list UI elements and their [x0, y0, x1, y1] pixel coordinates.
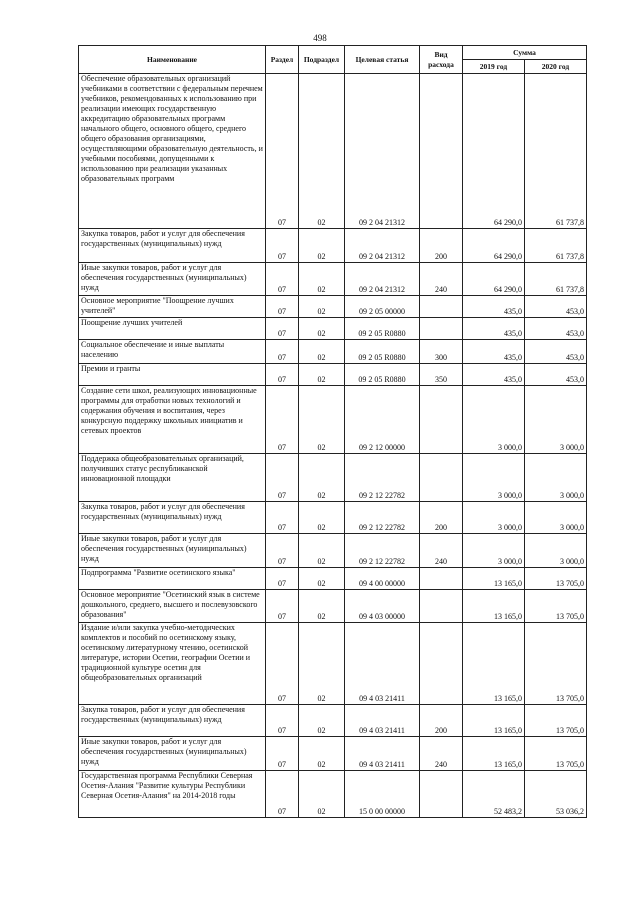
row-subsection: 02 [299, 229, 345, 263]
row-subsection: 02 [299, 534, 345, 568]
table-row [79, 263, 587, 296]
header-subsection: Подраздел [299, 46, 345, 74]
row-name: Поощрение лучших учителей [79, 318, 266, 340]
row-name: Поддержка общеобразовательных организаций, получивших статус республиканской инновационной площадки [79, 454, 266, 502]
header-target: Целевая статья [345, 46, 420, 74]
row-amount-2019: 3 000,0 [463, 454, 525, 502]
row-name: Иные закупки товаров, работ и услуг для обеспечения государственных (муниципальных) нужд [79, 263, 266, 296]
row-section: 07 [266, 590, 299, 623]
header-section: Раздел [266, 46, 299, 74]
table-row [79, 534, 587, 568]
row-subsection: 02 [299, 502, 345, 534]
row-target: 09 4 03 00000 [345, 590, 420, 623]
row-expense-type: 300 [420, 340, 463, 364]
header-expense-type: Вид расхода [420, 46, 463, 74]
row-target: 09 2 05 R0880 [345, 364, 420, 386]
row-name: Обеспечение образовательных организаций учебниками в соответствии с федеральным перечнем учебников, рекомендованных к использованию при реализации имеющих государственную аккредитацию образовательных программ начального общего, основного общего, среднего общего образования организациями, осуществляющими образовательную деятельность, и учебными пособиями, допущенными к использованию при реализации указанных образовательных программ [79, 74, 266, 229]
row-amount-2020: 13 705,0 [525, 568, 587, 590]
table-row [79, 340, 587, 364]
row-amount-2020: 13 705,0 [525, 705, 587, 737]
table-row [79, 568, 587, 590]
row-expense-type [420, 590, 463, 623]
row-name: Закупка товаров, работ и услуг для обеспечения государственных (муниципальных) нужд [79, 229, 266, 263]
row-amount-2019: 64 290,0 [463, 229, 525, 263]
row-amount-2019: 435,0 [463, 296, 525, 318]
row-section: 07 [266, 771, 299, 818]
row-expense-type [420, 74, 463, 229]
row-amount-2020: 3 000,0 [525, 502, 587, 534]
header-sum: Сумма [463, 46, 587, 60]
row-amount-2020: 61 737,8 [525, 229, 587, 263]
row-name: Иные закупки товаров, работ и услуг для обеспечения государственных (муниципальных) нужд [79, 737, 266, 771]
row-expense-type: 350 [420, 364, 463, 386]
row-name: Основное мероприятие "Поощрение лучших учителей" [79, 296, 266, 318]
row-subsection: 02 [299, 568, 345, 590]
row-section: 07 [266, 296, 299, 318]
row-expense-type [420, 623, 463, 705]
row-target: 09 4 03 21411 [345, 623, 420, 705]
row-name: Государственная программа Республики Северная Осетия-Алания "Развитие культуры Республики Северная Осетия-Алания" на 2014-2018 годы [79, 771, 266, 818]
table-row [79, 771, 587, 818]
table-row [79, 296, 587, 318]
row-amount-2020: 61 737,8 [525, 263, 587, 296]
row-section: 07 [266, 534, 299, 568]
row-section: 07 [266, 318, 299, 340]
row-expense-type [420, 771, 463, 818]
row-subsection: 02 [299, 590, 345, 623]
row-amount-2019: 435,0 [463, 318, 525, 340]
row-amount-2019: 13 165,0 [463, 568, 525, 590]
table-row [79, 318, 587, 340]
header-year-2019: 2019 год [463, 60, 525, 74]
header-year-2020: 2020 год [525, 60, 587, 74]
row-expense-type [420, 386, 463, 454]
table-row [79, 705, 587, 737]
row-target: 09 2 12 22782 [345, 534, 420, 568]
row-amount-2020: 453,0 [525, 296, 587, 318]
row-section: 07 [266, 737, 299, 771]
row-amount-2020: 61 737,8 [525, 74, 587, 229]
row-amount-2020: 13 705,0 [525, 590, 587, 623]
row-amount-2020: 3 000,0 [525, 386, 587, 454]
row-amount-2020: 3 000,0 [525, 454, 587, 502]
row-expense-type: 200 [420, 229, 463, 263]
row-subsection: 02 [299, 318, 345, 340]
row-section: 07 [266, 705, 299, 737]
table-row [79, 386, 587, 454]
row-amount-2019: 13 165,0 [463, 590, 525, 623]
row-amount-2019: 13 165,0 [463, 737, 525, 771]
row-amount-2020: 453,0 [525, 318, 587, 340]
table-row [79, 364, 587, 386]
row-section: 07 [266, 263, 299, 296]
row-name: Создание сети школ, реализующих инновационные программы для отработки новых технологий и содержания обучения и воспитания, через конкурсную поддержку школьных инициатив и сетевых проектов [79, 386, 266, 454]
row-target: 09 2 04 21312 [345, 74, 420, 229]
table-body [79, 74, 587, 818]
row-subsection: 02 [299, 74, 345, 229]
row-target: 09 4 03 21411 [345, 737, 420, 771]
row-target: 09 2 12 22782 [345, 454, 420, 502]
row-subsection: 02 [299, 364, 345, 386]
row-expense-type [420, 454, 463, 502]
row-name: Закупка товаров, работ и услуг для обеспечения государственных (муниципальных) нужд [79, 705, 266, 737]
table-row [79, 737, 587, 771]
row-amount-2020: 53 036,2 [525, 771, 587, 818]
header-name: Наименование [79, 46, 266, 74]
row-target: 09 2 12 22782 [345, 502, 420, 534]
row-amount-2019: 3 000,0 [463, 386, 525, 454]
row-amount-2019: 3 000,0 [463, 502, 525, 534]
row-name: Премии и гранты [79, 364, 266, 386]
row-amount-2019: 13 165,0 [463, 623, 525, 705]
row-expense-type [420, 318, 463, 340]
table-row [79, 229, 587, 263]
row-amount-2019: 52 483,2 [463, 771, 525, 818]
row-amount-2020: 3 000,0 [525, 534, 587, 568]
row-expense-type: 200 [420, 502, 463, 534]
row-expense-type: 240 [420, 737, 463, 771]
row-section: 07 [266, 229, 299, 263]
row-target: 09 2 04 21312 [345, 263, 420, 296]
row-section: 07 [266, 340, 299, 364]
row-target: 09 2 12 00000 [345, 386, 420, 454]
budget-table [78, 45, 587, 818]
row-subsection: 02 [299, 454, 345, 502]
row-amount-2020: 453,0 [525, 364, 587, 386]
row-subsection: 02 [299, 296, 345, 318]
row-subsection: 02 [299, 263, 345, 296]
row-section: 07 [266, 454, 299, 502]
row-section: 07 [266, 502, 299, 534]
row-name: Иные закупки товаров, работ и услуг для обеспечения государственных (муниципальных) нужд [79, 534, 266, 568]
row-section: 07 [266, 386, 299, 454]
row-section: 07 [266, 568, 299, 590]
row-expense-type [420, 568, 463, 590]
row-name: Закупка товаров, работ и услуг для обеспечения государственных (муниципальных) нужд [79, 502, 266, 534]
row-subsection: 02 [299, 623, 345, 705]
row-name: Издание и/или закупка учебно-методических комплектов и пособий по осетинскому языку, осетинскому литературному чтению, осетинской литературе, истории Осетии, географии Осетии и традиционной культуре осетин для общеобразовательных организаций [79, 623, 266, 705]
row-subsection: 02 [299, 737, 345, 771]
row-target: 09 2 05 R0880 [345, 340, 420, 364]
row-amount-2019: 13 165,0 [463, 705, 525, 737]
row-name: Основное мероприятие "Осетинский язык в системе дошкольного, среднего, высшего и послевузовского образования" [79, 590, 266, 623]
row-section: 07 [266, 364, 299, 386]
row-name: Подпрограмма "Развитие осетинского языка" [79, 568, 266, 590]
row-amount-2019: 435,0 [463, 340, 525, 364]
table-row [79, 590, 587, 623]
row-amount-2020: 453,0 [525, 340, 587, 364]
row-target: 09 4 00 00000 [345, 568, 420, 590]
row-amount-2019: 3 000,0 [463, 534, 525, 568]
row-name: Социальное обеспечение и иные выплаты населению [79, 340, 266, 364]
row-expense-type: 200 [420, 705, 463, 737]
row-subsection: 02 [299, 340, 345, 364]
row-subsection: 02 [299, 771, 345, 818]
row-amount-2020: 13 705,0 [525, 623, 587, 705]
table-row [79, 454, 587, 502]
table-row [79, 502, 587, 534]
table-row [79, 74, 587, 229]
row-target: 09 2 05 R0880 [345, 318, 420, 340]
row-target: 09 2 05 00000 [345, 296, 420, 318]
table-row [79, 623, 587, 705]
row-expense-type [420, 296, 463, 318]
row-section: 07 [266, 74, 299, 229]
row-expense-type: 240 [420, 534, 463, 568]
row-expense-type: 240 [420, 263, 463, 296]
row-amount-2020: 13 705,0 [525, 737, 587, 771]
row-target: 09 2 04 21312 [345, 229, 420, 263]
page-number: 498 [313, 33, 327, 43]
row-subsection: 02 [299, 386, 345, 454]
row-amount-2019: 64 290,0 [463, 263, 525, 296]
row-section: 07 [266, 623, 299, 705]
row-target: 09 4 03 21411 [345, 705, 420, 737]
row-target: 15 0 00 00000 [345, 771, 420, 818]
row-subsection: 02 [299, 705, 345, 737]
row-amount-2019: 435,0 [463, 364, 525, 386]
row-amount-2019: 64 290,0 [463, 74, 525, 229]
